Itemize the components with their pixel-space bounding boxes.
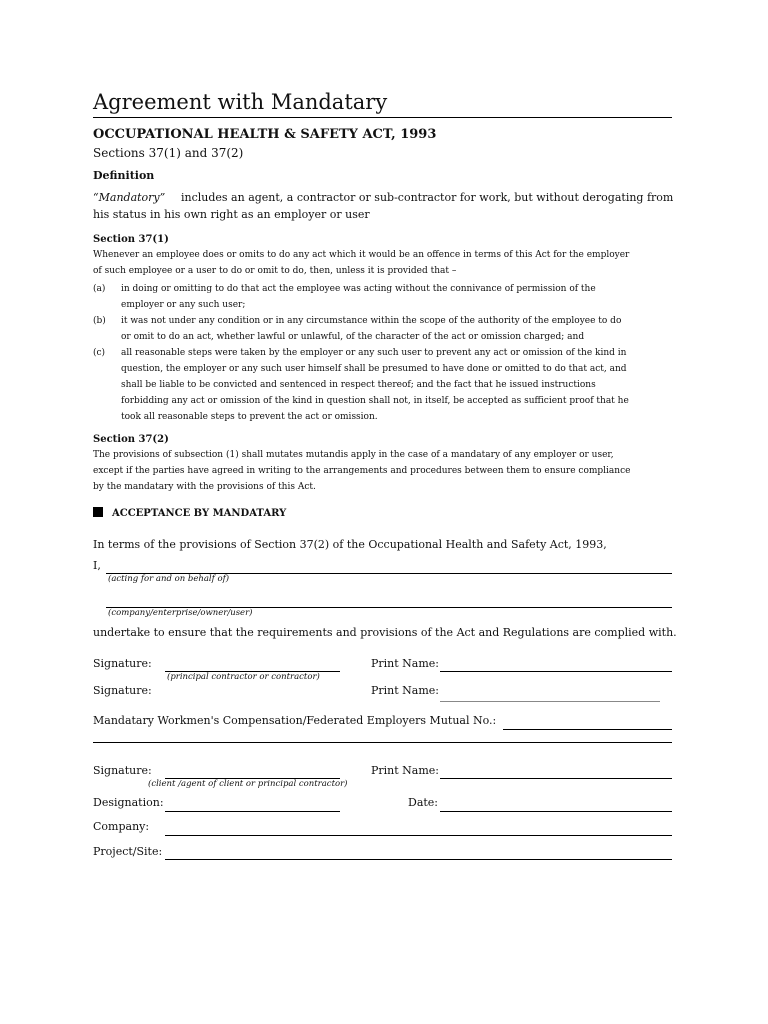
- square-bullet-icon: [93, 507, 103, 517]
- list-item-line: forbidding any act or omission of the kind in question shall not, in itself, be accepted as sufficient proof that he: [121, 396, 629, 406]
- document-title: Agreement with Mandatary: [93, 90, 388, 114]
- list-item-label: (c): [93, 348, 106, 358]
- acceptance-heading: [93, 507, 286, 519]
- print-name-label: Print Name:: [371, 657, 440, 670]
- company-label: Company:: [93, 820, 150, 833]
- project-label: Project/Site:: [93, 845, 163, 858]
- acceptance-heading-text: ACCEPTANCE BY MANDATARY: [112, 508, 287, 519]
- caption-behalf: (acting for and on behalf of): [108, 574, 230, 584]
- date-field-line[interactable]: [440, 811, 672, 812]
- act-heading: OCCUPATIONAL HEALTH & SAFETY ACT, 1993: [93, 127, 437, 142]
- acceptance-intro: In terms of the provisions of Section 37(2) of the Occupational Health and Safety Act, 1993,: [93, 538, 607, 551]
- sections-line: Sections 37(1) and 37(2): [93, 146, 244, 160]
- section-37-1-heading: Section 37(1): [93, 234, 169, 245]
- list-item-line: it was not under any condition or in any circumstance within the scope of the authority of the employee to do: [121, 316, 622, 326]
- mutual-number-label: Mandatary Workmen's Compensation/Federated Employers Mutual No.:: [93, 714, 497, 727]
- list-item-line: in doing or omitting to do that act the employee was acting without the connivance of permission of the: [121, 284, 596, 294]
- signature-label: Signature:: [93, 657, 152, 670]
- print-name-label: Print Name:: [371, 764, 440, 777]
- section-37-1-intro-line2: of such employee or a user to do or omit to do, then, unless it is provided that –: [93, 266, 457, 276]
- print-name-field-line[interactable]: [440, 701, 660, 702]
- project-field-line[interactable]: [165, 859, 672, 860]
- designation-label: Designation:: [93, 796, 164, 809]
- section-37-2-line2: except if the parties have agreed in writing to the arrangements and procedures between them to ensure compliance: [93, 466, 631, 476]
- title-divider: [93, 117, 672, 118]
- print-name-label: Print Name:: [371, 684, 440, 697]
- section-37-2-line3: by the mandatary with the provisions of this Act.: [93, 482, 316, 492]
- section-37-2-heading: Section 37(2): [93, 434, 169, 445]
- undertake-text: undertake to ensure that the requirements and provisions of the Act and Regulations are complied with.: [93, 626, 677, 639]
- section-37-2-line1: The provisions of subsection (1) shall mutates mutandis apply in the case of a mandatary of any employer or user,: [93, 450, 614, 460]
- definition-text-line2: his status in his own right as an employer or user: [93, 208, 370, 221]
- i-label: I,: [93, 559, 101, 572]
- list-item-line: took all reasonable steps to prevent the act or omission.: [121, 412, 378, 422]
- list-item-label: (b): [93, 316, 106, 326]
- section-37-1-intro-line1: Whenever an employee does or omits to do any act which it would be an offence in terms of this Act for the employer: [93, 250, 630, 260]
- list-item-line: all reasonable steps were taken by the employer or any such user to prevent any act or omission of the kind in: [121, 348, 627, 358]
- designation-field-line[interactable]: [165, 811, 340, 812]
- company-field-line[interactable]: [165, 835, 672, 836]
- list-item-label: (a): [93, 284, 106, 294]
- signature-label: Signature:: [93, 764, 152, 777]
- definition-text-line1: includes an agent, a contractor or sub-contractor for work, but without derogating from: [181, 191, 674, 204]
- print-name-field-line[interactable]: [440, 778, 672, 779]
- caption-client: (client /agent of client or principal contractor): [148, 779, 348, 789]
- caption-company: (company/enterprise/owner/user): [108, 608, 253, 618]
- caption-principal: (principal contractor or contractor): [167, 672, 320, 682]
- list-item-line: employer or any such user;: [121, 300, 246, 310]
- mutual-number-field-line-2[interactable]: [93, 742, 672, 743]
- list-item-line: or omit to do an act, whether lawful or unlawful, of the character of the act or omission charged; and: [121, 332, 585, 342]
- print-name-field-line[interactable]: [440, 671, 672, 672]
- date-label: Date:: [408, 796, 439, 809]
- definition-term: “Mandatory”: [93, 191, 166, 204]
- definition-heading: Definition: [93, 169, 155, 182]
- signature-label: Signature:: [93, 684, 152, 697]
- mutual-number-field-line[interactable]: [503, 729, 672, 730]
- list-item-line: shall be liable to be convicted and sentenced in respect thereof; and the fact that he issued instructions: [121, 380, 596, 390]
- list-item-line: question, the employer or any such user himself shall be presumed to have done or omitted to do that act, and: [121, 364, 627, 374]
